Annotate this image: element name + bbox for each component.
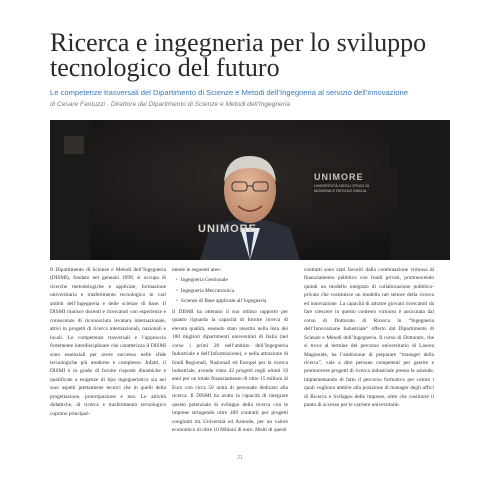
column-1-text: Il Dipartimento di Scienze e Metodi dell’Ingegneria (DISMI), fondato nel gennaio 1999, si occupa di ricerche metodologiche e applicate, formazione universitaria e trasferimento tecnologico in vari ambiti dell’ingegneria e delle scienze di base. Il DISMI riunisce docenti e ricercatori con esperienze e conoscenze di riconosciuta levatura internazionale, attivi in progetti di ricerca internazionali, nazionali e locali. Le competenze trasversali e l’approccio fortemente interdisciplinare che caratterizza il DISMI sono essenziali per avere successo nelle sfide tecnologiche più moderne e complesse. Infatti, il DISMI è in grado di fornire risposte dinamiche e qualificate a esigenze di tipo ingegneristico sia nei suoi aspetti prettamente tecnici che in quelli della progettazione, prototipazione e test. Le attività didattiche, di ricerca e trasferimento tecnologico coprono principal- (50, 267, 166, 417)
unimore-logo-center (198, 223, 257, 235)
logo-sub-line-2: MODENA E REGGIO EMILIA (314, 188, 367, 193)
logo-sub-line-1: UNIVERSITÀ DEGLI STUDI DI (314, 183, 370, 188)
column-2-intro: mente le seguenti aree: (172, 267, 222, 273)
column-3-text: contratti sono stati favoriti dalla combinazione virtuosa di finanziamento pubblico con fondi privati, promuovendo quindi un modello integrato di collaborazione pubblico-privato che costituisce un modello nel settore della ricerca ed innovazione. La capacità di attrarre giovani ricercatori da fare crescere in questo contesto virtuoso è assicurata dal corso di Dottorato di Ricerca in “Ingegneria dell’Innovazione Industriale” offerto dal Dipartimento di Scienze e Metodi dell’Ingegneria. Il corso di Dottorato, che si trova al termine del percorso universitario di Laurea Magistrale, ha l’ambizione di preparare “manager della ricerca”, vale a dire persone competenti per gestire e promuovere progetti di ricerca industriale presso le aziende, implementando di fatto il percorso formativo per coloro i quali vogliono ambire alla posizione di manager degli uffici di Ricerca e Sviluppo delle imprese, oltre che costituire il punto di accesso per le carriere universitarie. (304, 267, 434, 409)
logo-brand: UNIMORE (198, 223, 257, 235)
bullet-icon: • (176, 277, 178, 284)
page-number: 21 (237, 455, 243, 461)
portrait-photo-illustration (50, 120, 450, 260)
logo-brand-right: UNIMORE (314, 172, 364, 182)
article-subtitle: Le competenze trasversali del Dipartimento di Scienze e Metodi dell’Ingegneria al servizio dell’innovazione (50, 88, 408, 97)
text-column-1 (50, 266, 166, 418)
unimore-logo-right-text (314, 172, 369, 193)
list-item-label: Ingegneria Gestionale (180, 277, 228, 284)
list-item (172, 297, 288, 305)
portrait-photo (50, 120, 450, 260)
list-item-label: Scienze di Base applicate all’ingegneria (180, 298, 267, 305)
text-column-2 (172, 266, 288, 435)
article-byline: di Cesare Fantuzzi · Direttore del Dipartimento di Scienze e Metodi dell’Ingegneria (50, 101, 291, 108)
bullet-icon: • (176, 298, 178, 305)
list-item (172, 287, 288, 295)
list-item (172, 276, 288, 284)
column-2-body: Il DISMI ha ottenuto il suo ottimo rapporto per quanto riguarda la capacità di fornire ricerca di elevata qualità, essendo stato inserito nella lista dei 180 migliori dipartimenti universitari di Italia (nel corso i primi 20 nell’ambito dell’Ingegneria Industriale e dell’Informazione), e nella attrazione di fondi Regionali, Nazionali ed Europei per la ricerca industriale, avendo vinto 42 progetti negli ultimi 10 anni per un totale finanziamento di oltre 15 milioni di Euro con circa 50 unità di personale dedicato alla ricerca. Il DISMI ha avuto la capacità di integrare questo potenziale di sviluppo della ricerca con le imprese stringendo oltre 400 contratti per progetti congiunti tra Università ed Aziende, per un valore economico di oltre 10 Milioni di euro. Molti di questi (172, 308, 288, 434)
unimore-logo-left (64, 136, 84, 154)
list-item-label: Ingegneria Meccatronica (180, 287, 235, 294)
article-title: Ricerca e ingegneria per lo sviluppo tecnologico del futuro (50, 28, 427, 82)
bullet-icon: • (176, 287, 178, 294)
text-column-3 (304, 266, 434, 410)
